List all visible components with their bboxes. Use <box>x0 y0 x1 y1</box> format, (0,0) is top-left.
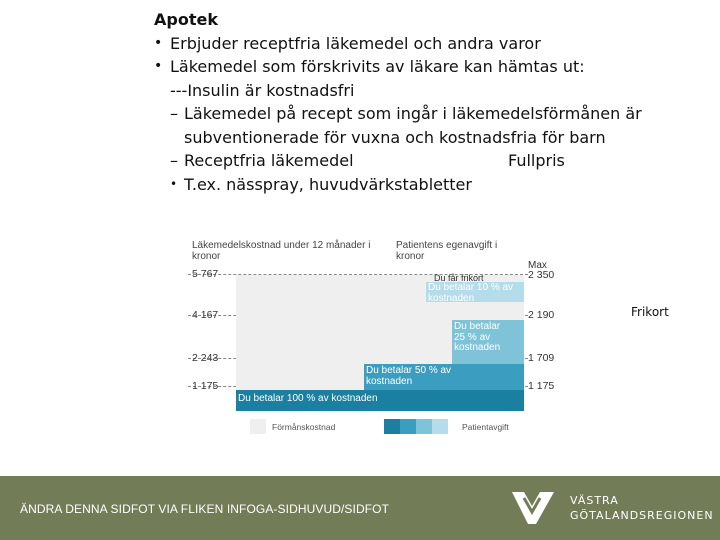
left-tick: 5 767 <box>192 268 219 280</box>
label-pay100: Du betalar 100 % av kostnaden <box>238 393 378 404</box>
max-label: Max <box>528 260 547 271</box>
label-pay10: Du betalar 10 % av kostnaden <box>428 282 514 304</box>
frikort-label: Frikort <box>631 305 669 319</box>
right-tick: 2 350 <box>528 269 555 281</box>
legend-formans: Förmånskostnad <box>272 422 336 432</box>
legend-patient: Patientavgift <box>462 422 509 432</box>
legend-swatch-formans <box>250 419 266 434</box>
slide-title: Apotek <box>154 10 218 29</box>
sub-line-insulin: ---Insulin är kostnadsfri <box>170 80 355 100</box>
legend-swatch-10 <box>432 419 448 434</box>
bullet-1: • Erbjuder receptfria läkemedel och andra varor <box>154 32 694 56</box>
logo-line-2: GÖTALANDSREGIONEN <box>570 509 714 522</box>
sub-line-receptfria <box>154 149 694 173</box>
fullpris-label: Fullpris <box>508 151 565 170</box>
label-pay25: Du betalar 25 % av kostnaden <box>454 321 501 353</box>
chart-left-header: Läkemedelskostnad under 12 månader i kronor <box>192 240 371 262</box>
legend-swatch-50 <box>400 419 416 434</box>
left-tick: 2 243 <box>192 352 219 364</box>
label-frikort: Du får frikort <box>434 273 484 283</box>
footer-text: ÄNDRA DENNA SIDFOT VIA FLIKEN INFOGA-SIDHUVUD/SIDFOT <box>20 502 390 516</box>
right-tick: 1 709 <box>528 352 555 364</box>
sub-line-recept <box>154 102 694 126</box>
sub-line-receptfria-text: Receptfria läkemedel <box>184 151 354 170</box>
sub-line-recept-cont: subventionerade för vuxna och kostnadsfria för barn <box>184 127 606 147</box>
sub-line-example: • T.ex. nässpray, huvudvärkstabletter <box>154 173 694 197</box>
dash-marker: – <box>170 104 178 123</box>
slide-content <box>154 8 694 196</box>
cost-chart <box>186 236 576 441</box>
label-pay50: Du betalar 50 % av kostnaden <box>366 365 452 387</box>
left-tick: 1 175 <box>192 380 219 392</box>
sub-line-recept-text: Läkemedel på recept som ingår i läkemedelsförmånen är <box>184 104 642 123</box>
region-logo-icon <box>510 488 556 528</box>
right-tick: 2 190 <box>528 309 555 321</box>
legend-swatch-25 <box>416 419 432 434</box>
bullet-2: • Läkemedel som förskrivits av läkare kan hämtas ut: <box>154 55 694 79</box>
dash-marker: – <box>170 151 178 170</box>
chart-right-header: Patientens egenavgift i kronor <box>396 240 498 262</box>
right-tick: 1 175 <box>528 380 555 392</box>
region-logo-text <box>570 493 714 523</box>
left-tick: 4 167 <box>192 309 219 321</box>
legend-swatch-100 <box>384 419 400 434</box>
logo-line-1: VÄSTRA <box>570 494 619 507</box>
